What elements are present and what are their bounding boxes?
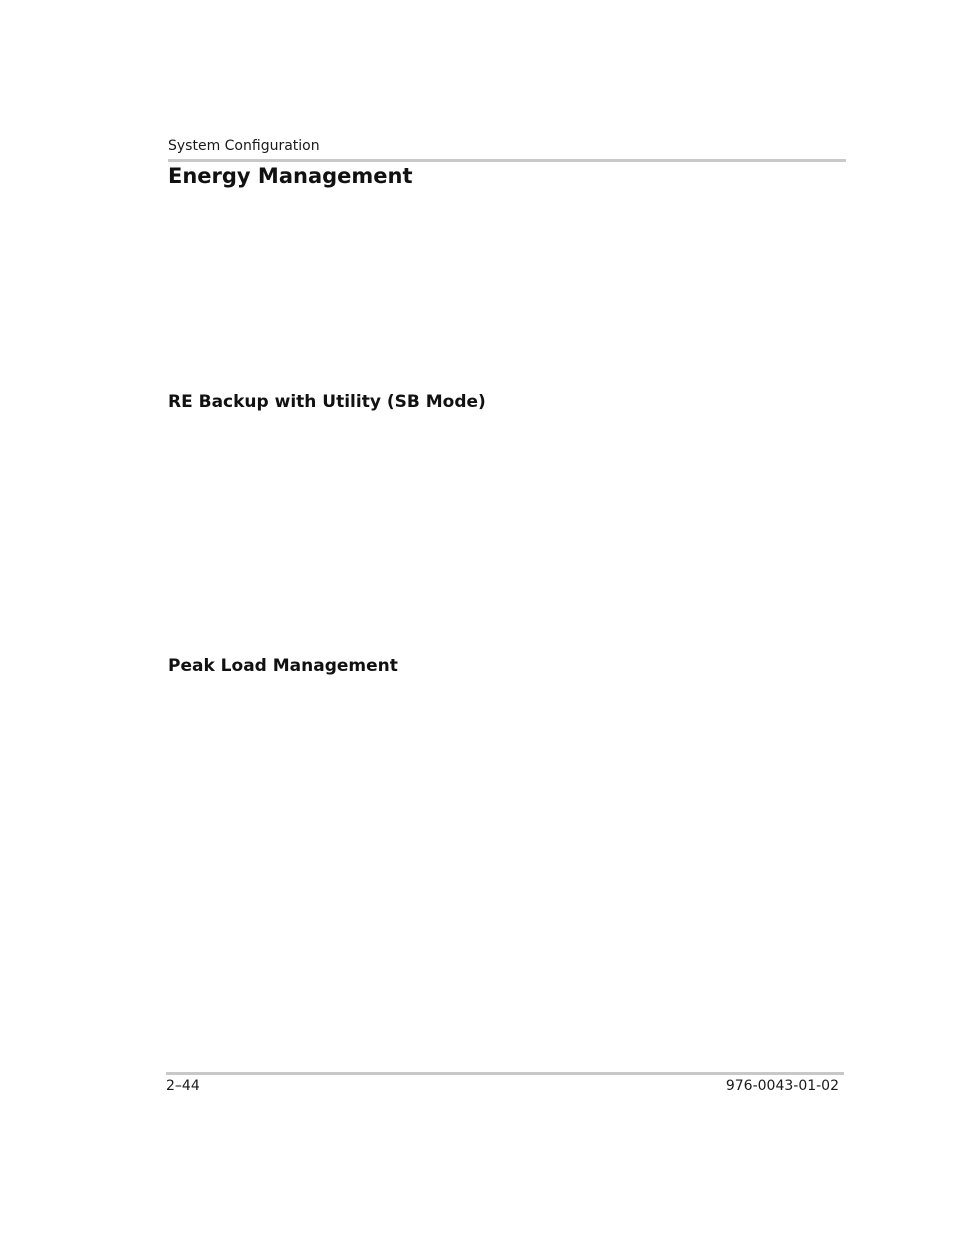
section-title: Energy Management [168, 164, 413, 188]
running-header: System Configuration [168, 138, 320, 154]
page-number: 2–44 [166, 1078, 200, 1094]
subsection-title-re-backup: RE Backup with Utility (SB Mode) [168, 392, 486, 412]
header-divider [168, 159, 846, 162]
footer-divider [166, 1072, 844, 1075]
document-number: 976-0043-01-02 [725, 1078, 839, 1094]
subsection-title-peak-load: Peak Load Management [168, 656, 398, 676]
